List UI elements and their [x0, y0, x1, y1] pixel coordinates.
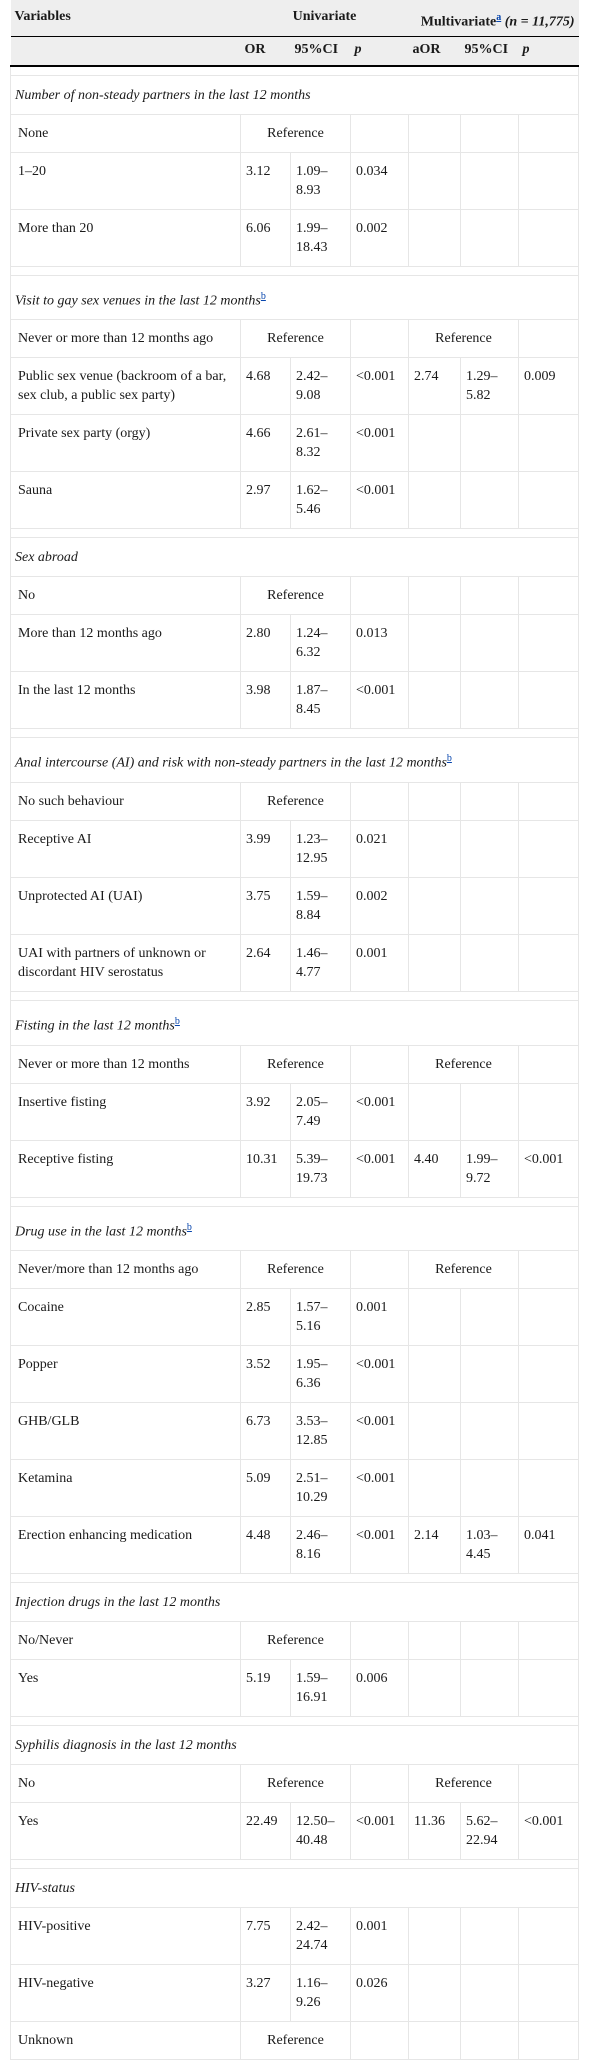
footnote-b-link[interactable]: b	[446, 753, 452, 765]
adjusted-p-value	[519, 209, 579, 266]
adjusted-odds-ratio	[409, 114, 461, 152]
adjusted-p-value	[519, 672, 579, 729]
row-label: No	[11, 577, 241, 615]
row-label: No/Never	[11, 1622, 241, 1660]
odds-ratio: 3.98	[241, 672, 291, 729]
p-value: <0.001	[351, 1403, 409, 1460]
table-row	[11, 320, 579, 358]
table-row	[11, 1289, 579, 1346]
row-label: UAI with partners of unknown or discordant HIV serostatus	[11, 934, 241, 991]
adjusted-p-value	[519, 472, 579, 529]
p-value	[351, 782, 409, 820]
adjusted-confidence-interval	[461, 877, 519, 934]
adjusted-odds-ratio	[409, 415, 461, 472]
section-spacer	[11, 266, 579, 275]
adjusted-p-value	[519, 1403, 579, 1460]
section-title-cell	[11, 538, 579, 577]
section-title-cell	[11, 1583, 579, 1622]
odds-ratio: 7.75	[241, 1908, 291, 1965]
table-row	[11, 934, 579, 991]
univariate-reference: Reference	[241, 2022, 351, 2060]
header-ci: 95%CI	[291, 36, 351, 66]
adjusted-confidence-interval: 1.03–4.45	[461, 1517, 519, 1574]
univariate-reference: Reference	[241, 1765, 351, 1803]
header-empty	[11, 36, 241, 66]
footnote-b-link[interactable]: b	[186, 1221, 192, 1233]
p-value: <0.001	[351, 1460, 409, 1517]
p-value: 0.006	[351, 1660, 409, 1717]
spacer-cell	[11, 1860, 579, 1869]
section-title-cell	[11, 75, 579, 114]
spacer-cell	[11, 1717, 579, 1726]
spacer-cell	[11, 266, 579, 275]
adjusted-odds-ratio	[409, 782, 461, 820]
adjusted-confidence-interval	[461, 672, 519, 729]
table-row	[11, 1965, 579, 2022]
adjusted-p-value	[519, 1622, 579, 1660]
univariate-reference: Reference	[241, 1045, 351, 1083]
table-row	[11, 1803, 579, 1860]
adjusted-p-value	[519, 1908, 579, 1965]
row-label: No	[11, 1765, 241, 1803]
adjusted-odds-ratio	[409, 152, 461, 209]
odds-ratio: 2.64	[241, 934, 291, 991]
confidence-interval: 3.53–12.85	[291, 1403, 351, 1460]
table-row	[11, 209, 579, 266]
odds-ratio: 5.19	[241, 1660, 291, 1717]
confidence-interval: 2.51–10.29	[291, 1460, 351, 1517]
odds-ratio: 3.12	[241, 152, 291, 209]
section-header	[11, 1000, 579, 1045]
confidence-interval: 2.42–9.08	[291, 358, 351, 415]
row-label: Receptive fisting	[11, 1140, 241, 1197]
header-or: OR	[241, 36, 291, 66]
odds-ratio: 4.68	[241, 358, 291, 415]
odds-ratio: 3.92	[241, 1083, 291, 1140]
row-label: Receptive AI	[11, 820, 241, 877]
table-row	[11, 1622, 579, 1660]
section-header	[11, 75, 579, 114]
confidence-interval: 1.23–12.95	[291, 820, 351, 877]
section-spacer	[11, 729, 579, 738]
footnote-b-link[interactable]: b	[174, 1015, 180, 1027]
row-label: HIV-positive	[11, 1908, 241, 1965]
table-row	[11, 1403, 579, 1460]
univariate-reference: Reference	[241, 320, 351, 358]
section-title-cell	[11, 1206, 579, 1251]
adjusted-p-value	[519, 934, 579, 991]
adjusted-confidence-interval	[461, 1908, 519, 1965]
adjusted-odds-ratio: 4.40	[409, 1140, 461, 1197]
adjusted-odds-ratio	[409, 1622, 461, 1660]
adjusted-odds-ratio	[409, 877, 461, 934]
confidence-interval: 1.46–4.77	[291, 934, 351, 991]
table-row	[11, 577, 579, 615]
adjusted-odds-ratio	[409, 1083, 461, 1140]
confidence-interval: 1.16–9.26	[291, 1965, 351, 2022]
adjusted-odds-ratio	[409, 1403, 461, 1460]
header-p: p	[351, 36, 409, 66]
multivariate-reference: Reference	[409, 1045, 519, 1083]
adjusted-confidence-interval	[461, 1460, 519, 1517]
p-value	[351, 114, 409, 152]
multivariate-reference: Reference	[409, 1251, 519, 1289]
p-value: 0.001	[351, 934, 409, 991]
adjusted-confidence-interval	[461, 209, 519, 266]
row-label: In the last 12 months	[11, 672, 241, 729]
table-row	[11, 415, 579, 472]
adjusted-confidence-interval	[461, 152, 519, 209]
adjusted-confidence-interval	[461, 1289, 519, 1346]
header-multivariate-n: (n = 11,775)	[504, 14, 575, 30]
row-label: Yes	[11, 1660, 241, 1717]
adjusted-p-value	[519, 877, 579, 934]
table-row	[11, 1460, 579, 1517]
adjusted-confidence-interval	[461, 934, 519, 991]
p-value: 0.026	[351, 1965, 409, 2022]
adjusted-confidence-interval	[461, 577, 519, 615]
footnote-a-link[interactable]: a	[496, 12, 502, 23]
p-value: <0.001	[351, 1803, 409, 1860]
header-p-adjusted: p	[519, 36, 579, 66]
adjusted-p-value	[519, 615, 579, 672]
section-title-cell	[11, 738, 579, 783]
p-value	[351, 1622, 409, 1660]
adjusted-confidence-interval: 1.99–9.72	[461, 1140, 519, 1197]
table-container	[10, 0, 590, 2060]
p-value: 0.002	[351, 877, 409, 934]
odds-ratio: 4.66	[241, 415, 291, 472]
adjusted-confidence-interval	[461, 2022, 519, 2060]
odds-ratio: 4.48	[241, 1517, 291, 1574]
table-row	[11, 820, 579, 877]
adjusted-p-value	[519, 1289, 579, 1346]
table-row	[11, 1251, 579, 1289]
p-value: <0.001	[351, 472, 409, 529]
odds-ratio: 3.27	[241, 1965, 291, 2022]
adjusted-p-value	[519, 1660, 579, 1717]
confidence-interval: 5.39–19.73	[291, 1140, 351, 1197]
adjusted-odds-ratio	[409, 1660, 461, 1717]
odds-ratio: 3.75	[241, 877, 291, 934]
adjusted-confidence-interval	[461, 1083, 519, 1140]
section-title: Drug use in the last 12 months	[15, 1224, 187, 1240]
adjusted-confidence-interval	[461, 114, 519, 152]
p-value	[351, 1765, 409, 1803]
section-title: Anal intercourse (AI) and risk with non-steady partners in the last 12 months	[15, 755, 447, 771]
adjusted-p-value	[519, 320, 579, 358]
row-label: Ketamina	[11, 1460, 241, 1517]
multivariate-reference: Reference	[409, 320, 519, 358]
p-value	[351, 320, 409, 358]
row-label: HIV-negative	[11, 1965, 241, 2022]
p-value: 0.001	[351, 1289, 409, 1346]
section-header	[11, 1583, 579, 1622]
row-label: Erection enhancing medication	[11, 1517, 241, 1574]
adjusted-p-value	[519, 1460, 579, 1517]
adjusted-odds-ratio	[409, 1460, 461, 1517]
section-title: Number of non-steady partners in the last 12 months	[15, 87, 311, 103]
p-value: <0.001	[351, 1517, 409, 1574]
adjusted-odds-ratio: 2.14	[409, 1517, 461, 1574]
spacer-cell	[11, 729, 579, 738]
odds-ratio: 10.31	[241, 1140, 291, 1197]
section-title: Syphilis diagnosis in the last 12 months	[15, 1738, 237, 1754]
adjusted-p-value	[519, 820, 579, 877]
row-label: Public sex venue (backroom of a bar, sex club, a public sex party)	[11, 358, 241, 415]
p-value	[351, 1251, 409, 1289]
p-value	[351, 2022, 409, 2060]
adjusted-p-value	[519, 1765, 579, 1803]
row-label: Never/more than 12 months ago	[11, 1251, 241, 1289]
odds-ratio: 6.73	[241, 1403, 291, 1460]
confidence-interval: 2.05–7.49	[291, 1083, 351, 1140]
section-header	[11, 1869, 579, 1908]
adjusted-p-value	[519, 152, 579, 209]
section-title: Injection drugs in the last 12 months	[15, 1595, 221, 1611]
odds-ratio: 22.49	[241, 1803, 291, 1860]
adjusted-p-value	[519, 1045, 579, 1083]
p-value: 0.013	[351, 615, 409, 672]
adjusted-odds-ratio	[409, 820, 461, 877]
adjusted-confidence-interval	[461, 1346, 519, 1403]
section-header	[11, 1206, 579, 1251]
table-row	[11, 1140, 579, 1197]
table-row	[11, 1346, 579, 1403]
row-label: Never or more than 12 months	[11, 1045, 241, 1083]
adjusted-p-value: 0.009	[519, 358, 579, 415]
section-header	[11, 538, 579, 577]
row-label: Yes	[11, 1803, 241, 1860]
row-label: Cocaine	[11, 1289, 241, 1346]
adjusted-p-value	[519, 1346, 579, 1403]
row-label: Insertive fisting	[11, 1083, 241, 1140]
table-row	[11, 1908, 579, 1965]
section-header	[11, 738, 579, 783]
confidence-interval: 1.59–8.84	[291, 877, 351, 934]
section-header	[11, 275, 579, 320]
section-spacer	[11, 1717, 579, 1726]
adjusted-odds-ratio	[409, 2022, 461, 2060]
adjusted-p-value	[519, 415, 579, 472]
adjusted-confidence-interval: 5.62–22.94	[461, 1803, 519, 1860]
spacer-cell	[11, 66, 579, 76]
adjusted-confidence-interval	[461, 782, 519, 820]
header-variables: Variables	[11, 0, 241, 36]
section-spacer	[11, 1860, 579, 1869]
table-row	[11, 1765, 579, 1803]
confidence-interval: 1.57–5.16	[291, 1289, 351, 1346]
adjusted-confidence-interval	[461, 615, 519, 672]
section-header	[11, 1726, 579, 1765]
row-label: Sauna	[11, 472, 241, 529]
row-label: More than 20	[11, 209, 241, 266]
confidence-interval: 2.42–24.74	[291, 1908, 351, 1965]
row-label: Unknown	[11, 2022, 241, 2060]
p-value: <0.001	[351, 358, 409, 415]
header-multivariate-label: Multivariate	[420, 14, 497, 30]
spacer-cell	[11, 991, 579, 1000]
adjusted-odds-ratio: 11.36	[409, 1803, 461, 1860]
p-value: <0.001	[351, 1140, 409, 1197]
row-label: Never or more than 12 months ago	[11, 320, 241, 358]
section-title-cell	[11, 1869, 579, 1908]
adjusted-odds-ratio	[409, 934, 461, 991]
results-table	[10, 0, 579, 2060]
spacer-cell	[11, 1574, 579, 1583]
header-ci-adjusted: 95%CI	[461, 36, 519, 66]
section-title-cell	[11, 1726, 579, 1765]
p-value: <0.001	[351, 1083, 409, 1140]
adjusted-odds-ratio	[409, 1346, 461, 1403]
p-value: 0.001	[351, 1908, 409, 1965]
univariate-reference: Reference	[241, 114, 351, 152]
adjusted-p-value	[519, 1251, 579, 1289]
table-row	[11, 472, 579, 529]
confidence-interval: 1.62–5.46	[291, 472, 351, 529]
table-body	[11, 66, 579, 2060]
p-value: <0.001	[351, 672, 409, 729]
section-title-cell	[11, 275, 579, 320]
table-row	[11, 877, 579, 934]
confidence-interval: 1.59–16.91	[291, 1660, 351, 1717]
row-label: More than 12 months ago	[11, 615, 241, 672]
row-label: GHB/GLB	[11, 1403, 241, 1460]
row-label: Popper	[11, 1346, 241, 1403]
p-value	[351, 1045, 409, 1083]
confidence-interval: 12.50–40.48	[291, 1803, 351, 1860]
adjusted-p-value	[519, 114, 579, 152]
adjusted-confidence-interval	[461, 415, 519, 472]
odds-ratio: 3.99	[241, 820, 291, 877]
section-title: Visit to gay sex venues in the last 12 months	[15, 293, 261, 309]
p-value	[351, 577, 409, 615]
table-row	[11, 1517, 579, 1574]
odds-ratio: 3.52	[241, 1346, 291, 1403]
adjusted-p-value	[519, 1083, 579, 1140]
adjusted-odds-ratio	[409, 672, 461, 729]
row-label: Private sex party (orgy)	[11, 415, 241, 472]
adjusted-odds-ratio	[409, 1908, 461, 1965]
odds-ratio: 2.85	[241, 1289, 291, 1346]
section-title-cell	[11, 1000, 579, 1045]
adjusted-odds-ratio	[409, 1965, 461, 2022]
table-row	[11, 358, 579, 415]
adjusted-odds-ratio	[409, 472, 461, 529]
spacer-cell	[11, 1197, 579, 1206]
univariate-reference: Reference	[241, 782, 351, 820]
adjusted-odds-ratio: 2.74	[409, 358, 461, 415]
spacer-cell	[11, 529, 579, 538]
row-label: Unprotected AI (UAI)	[11, 877, 241, 934]
footnote-b-link[interactable]: b	[260, 290, 266, 302]
p-value: 0.002	[351, 209, 409, 266]
adjusted-p-value	[519, 2022, 579, 2060]
section-spacer	[11, 991, 579, 1000]
table-row	[11, 1660, 579, 1717]
table-row	[11, 1083, 579, 1140]
row-label: No such behaviour	[11, 782, 241, 820]
section-spacer	[11, 66, 579, 76]
adjusted-confidence-interval	[461, 1965, 519, 2022]
adjusted-p-value	[519, 782, 579, 820]
univariate-reference: Reference	[241, 577, 351, 615]
table-row	[11, 152, 579, 209]
univariate-reference: Reference	[241, 1251, 351, 1289]
confidence-interval: 1.99–18.43	[291, 209, 351, 266]
odds-ratio: 5.09	[241, 1460, 291, 1517]
adjusted-confidence-interval	[461, 1403, 519, 1460]
confidence-interval: 1.24–6.32	[291, 615, 351, 672]
adjusted-confidence-interval	[461, 472, 519, 529]
table-row	[11, 1045, 579, 1083]
header-multivariate	[409, 0, 579, 36]
table-header	[11, 0, 579, 66]
odds-ratio: 6.06	[241, 209, 291, 266]
adjusted-confidence-interval	[461, 1660, 519, 1717]
p-value: 0.034	[351, 152, 409, 209]
confidence-interval: 2.61–8.32	[291, 415, 351, 472]
multivariate-reference: Reference	[409, 1765, 519, 1803]
adjusted-p-value: 0.041	[519, 1517, 579, 1574]
adjusted-p-value: <0.001	[519, 1803, 579, 1860]
adjusted-p-value	[519, 577, 579, 615]
p-value: <0.001	[351, 415, 409, 472]
confidence-interval: 1.95–6.36	[291, 1346, 351, 1403]
section-title: HIV-status	[15, 1881, 75, 1897]
section-spacer	[11, 1197, 579, 1206]
p-value: <0.001	[351, 1346, 409, 1403]
adjusted-p-value: <0.001	[519, 1140, 579, 1197]
section-title: Sex abroad	[15, 550, 78, 566]
odds-ratio: 2.97	[241, 472, 291, 529]
confidence-interval: 1.87–8.45	[291, 672, 351, 729]
table-row	[11, 615, 579, 672]
adjusted-odds-ratio	[409, 615, 461, 672]
adjusted-confidence-interval: 1.29–5.82	[461, 358, 519, 415]
row-label: 1–20	[11, 152, 241, 209]
section-spacer	[11, 1574, 579, 1583]
adjusted-odds-ratio	[409, 1289, 461, 1346]
adjusted-p-value	[519, 1965, 579, 2022]
table-row	[11, 114, 579, 152]
odds-ratio: 2.80	[241, 615, 291, 672]
p-value: 0.021	[351, 820, 409, 877]
header-aor: aOR	[409, 36, 461, 66]
univariate-reference: Reference	[241, 1622, 351, 1660]
table-row	[11, 672, 579, 729]
confidence-interval: 2.46–8.16	[291, 1517, 351, 1574]
row-label: None	[11, 114, 241, 152]
section-spacer	[11, 529, 579, 538]
adjusted-odds-ratio	[409, 209, 461, 266]
adjusted-odds-ratio	[409, 577, 461, 615]
section-title: Fisting in the last 12 months	[15, 1018, 175, 1034]
table-row	[11, 2022, 579, 2060]
confidence-interval: 1.09–8.93	[291, 152, 351, 209]
table-row	[11, 782, 579, 820]
adjusted-confidence-interval	[461, 820, 519, 877]
adjusted-confidence-interval	[461, 1622, 519, 1660]
header-univariate: Univariate	[241, 0, 409, 36]
